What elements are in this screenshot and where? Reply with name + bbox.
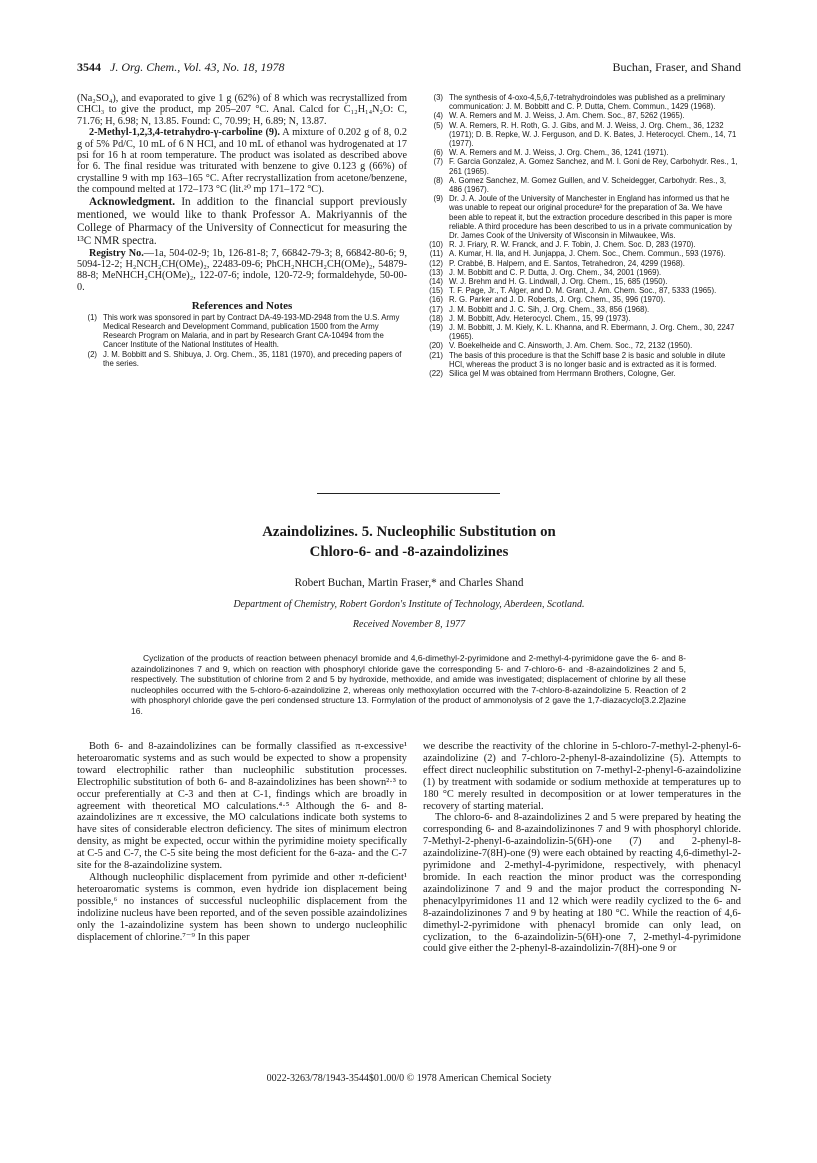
ack-heading: Acknowledgment. [89,195,176,208]
registry-text: —1a, 504-02-9; 1b, 126-81-8; 7, 66842-79-3; 8, 66842-80-6; 9, 5094-12-2; H₂NCH₂CH(OMe)₂, 22483-09-6; PhCH₂NHCH₂CH(OMe)₂, 54879-88-8; MeNHCH₂CH(OMe)₂, 122-07-6; indole, 120-72-9; formaldehyde, 50-00-0. [77,247,408,293]
reference-text: J. M. Bobbitt, Adv. Heterocycl. Chem., 15, 99 (1973). [449,313,631,323]
reference-text: The synthesis of 4-oxo-4,5,6,7-tetrahydroindoles was published as a preliminary communication: J. M. Bobbitt and C. P. Dutta, Chem. Commun., 1429 (1968). [449,93,726,112]
body-para: The chloro-6- and 8-azaindolizines 2 and 5 were prepared by heating the corresponding 6- and 8-azaindolizinones 7 and 9 with phosphoryl chloride. 7-Methyl-2-phenyl-6-azaindolizin-5(6H)-one (7) and 2-phenyl-8-azaindolizine-7(8H)-one (9) were each obtained by reacting 4,6-dimethyl-2-pyrimidone and 2-methyl-4-pyrimidone, respectively, with phenacyl bromide. In each reaction the minor product was the corresponding azaindolizinone 7 and 9 and the major product the corresponding N-phenacylpyrimidones 11 and 12 which were readily cyclized to the 6- and 8-azaindolizinones 7 and 9 by heating at 180 °C. While the reaction of 4,6-dimethyl-2-pyrimidone with phenacyl bromide can only lead, on cyclization, to the 6-azaindolizin-5(6H)-one 7, 2-methyl-4-pyrimidone could give either the 2-phenyl-8-azaindolizin-7(8H)-one 9 or [423,812,741,955]
reference-number: (16) [429,295,443,305]
reference-number: (3) [433,93,443,102]
reference-item [77,350,407,368]
reference-item [423,194,741,240]
body-para: Both 6- and 8-azaindolizines can be formally classified as π-excessive¹ heteroaromatic systems and as such would be expected to show a propensity toward electrophilic rather than nucleophilic substitution processes. Electrophilic substitution of both 6- and 8-azaindolizines has been shown²·³ to occur preferentially at C-3 and then at C-1, findings which are broadly in agreement with theoretical MO calculations.⁴·⁵ Although the 6- and 8-azaindolizines are π excessive, the MO calculations indicate both systems to have sites of considerable electron deficiency. The sites of minimum electron density, as might be expected, occur within the pyrimidine moiety specifically at C-5 and C-7, the C-5 site being the most deficient for the 6-aza- and the C-7 site for the 8-azaindolizine system. [77,741,407,872]
reference-number: (7) [433,157,443,167]
running-authors: Buchan, Fraser, and Shand [612,60,741,74]
reference-text: R. G. Parker and J. D. Roberts, J. Org. Chem., 35, 996 (1970). [449,295,666,305]
copyright-footer: 0022-3263/78/1943-3544$01.00/0 © 1978 American Chemical Society [266,1073,552,1084]
registry-heading: Registry No. [89,247,144,259]
reference-item [423,314,741,323]
reference-item [423,240,741,249]
reference-item [423,305,741,314]
reference-text: P. Crabbé, B. Halpern, and E. Santos, Tetrahedron, 24, 4299 (1968). [449,258,685,268]
reference-number: (1) [87,312,97,322]
registry-numbers [77,248,407,294]
reference-item [423,323,741,341]
reference-item [423,259,741,268]
article-authors: Robert Buchan, Martin Fraser,* and Charles Shand [294,577,524,589]
reference-text: W. A. Remers and M. J. Weiss, J. Am. Chem. Soc., 87, 5262 (1965). [449,111,685,121]
body-right-column [423,741,741,955]
reference-text: A. Kumar, H. Ila, and H. Junjappa, J. Chem. Soc., Chem. Commun., 593 (1976). [449,249,726,259]
compound-procedure: A mixture of 0.202 g of 8, 0.2 g of 5% Pd/C, 10 mL of 6 N HCl, and 10 mL of ethanol was hydrogenated at 17 psi for 16 h at room temperature. The product was isolated as described above for 6. The final residue was triturated with benzene to give 0.123 g (66%) of crystalline 9 with mp 163–165 °C. After recrystallization from acetone/benzene, the compound melted at 172–173 °C (lit.²⁰ mp 171–172 °C). [77,127,407,196]
reference-number: (12) [429,258,443,268]
reference-text: J. M. Bobbitt and S. Shibuya, J. Org. Chem., 35, 1181 (1970), and preceding papers of the series. [103,349,402,368]
reference-number: (15) [429,286,443,296]
reference-item [423,148,741,157]
reference-text: J. M. Bobbitt and J. C. Sih, J. Org. Chem., 33, 856 (1968). [449,304,650,314]
reference-number: (19) [429,323,443,333]
reference-number: (10) [429,240,443,250]
reference-number: (4) [433,111,443,121]
reference-number: (5) [433,120,443,130]
reference-number: (11) [429,249,443,259]
page-number: 3544 [77,60,101,74]
acknowledgment [77,196,407,248]
reference-number: (17) [429,304,443,314]
reference-item [423,157,741,175]
journal-citation: J. Org. Chem., Vol. 43, No. 18, 1978 [110,60,285,74]
top-right-column [423,93,741,378]
reference-text: Dr. J. A. Joule of the University of Manchester in England has informed us that he was unable to repeat our original procedure³ for the preparation of 3a. We have been able to repeat it, but the extraction procedure described in this paper is more reliable. A third procedure has been described to us in a private communication by Dr. James Cook of the University of Wisconsin in Milwaukee, Wis. [449,194,733,241]
reference-number: (9) [433,194,443,204]
reference-item [423,93,741,111]
reference-text: A. Gomez Sanchez, M. Gomez Guillen, and V. Scheidegger, Carbohydr. Res., 3, 486 (1967). [449,175,727,195]
reference-text: Silica gel M was obtained from Herrmann Brothers, Cologne, Ger. [449,369,676,379]
reference-number: (13) [429,267,443,277]
reference-text: This work was sponsored in part by Contract DA-49-193-MD-2948 from the U.S. Army Medical Research and Development Command, publication 1500 from the Army Research Program on Malaria, and in part by Research Grant CA-10494 from the Cancer Institute of the National Institutes of Health. [103,312,400,350]
experimental-para-1: (Na₂SO₄), and evaporated to give 1 g (62%) of 8 which was recrystallized from CHCl₃ to give the product, mp 205–207 °C. Anal. Calcd for C₁₂H₁₄N₂O: C, 71.76; H, 6.98; N, 13.85. Found: C, 70.99; H, 6.89; N, 13.87. [77,93,407,127]
reference-text: The basis of this procedure is that the Schiff base 2 is basic and soluble in dilute HCl, whereas the product 3 is no longer basic and is extracted as it is formed. [449,350,726,369]
reference-item [423,286,741,295]
reference-number: (20) [429,341,443,351]
reference-item [423,249,741,258]
reference-number: (8) [433,175,443,185]
reference-text: W. A. Remers and M. J. Weiss, J. Org. Chem., 36, 1241 (1971). [449,148,669,158]
reference-number: (2) [87,349,97,359]
reference-number: (22) [429,369,443,379]
body-para: we describe the reactivity of the chlorine in 5-chloro-7-methyl-2-phenyl-6-azaindolizine (2) and 7-chloro-2-phenyl-8-azaindolizine (5). Attempts to effect direct nucleophilic substitution on 7-methyl-2-phenyl-6-azaindolizine (1) by treatment with sodamide or sodium methoxide at temperatures up to 180 °C merely resulted in decomposition or at lower temperatures in the recovery of starting material. [423,741,741,812]
running-header [77,60,741,78]
body-left-column [77,741,407,943]
reference-number: (21) [429,350,443,360]
reference-text: W. A. Remers, R. H. Roth, G. J. Gibs, and M. J. Weiss, J. Org. Chem., 36, 1232 (1971); D. B. Repke, W. J. Ferguson, and D. K. Bates, J. Heterocycl. Chem., 14, 71 (1977). [449,120,737,149]
compound-heading: 2-Methyl-1,2,3,4-tetrahydro-γ-carboline (9). [89,127,280,139]
top-left-column [77,93,407,368]
reference-text: F. Garcia Gonzalez, A. Gomez Sanchez, and M. I. Goni de Rey, Carbohydr. Res., 1, 261 (1965). [449,157,738,176]
reference-text: T. F. Page, Jr., T. Alger, and D. M. Grant, J. Am. Chem. Soc., 87, 5333 (1965). [449,286,717,296]
reference-item [77,313,407,350]
reference-text: J. M. Bobbitt and C. P. Dutta, J. Org. Chem., 34, 2001 (1969). [449,267,662,277]
reference-item [423,277,741,286]
references-heading: References and Notes [191,300,293,313]
abstract: Cyclization of the products of reaction between phenacyl bromide and 4,6-dimethyl-2-pyrimidone and 2-methyl-4-pyrimidone gave the 6- and 8-azaindolizinones 7 and 9, which on reaction with phosphoryl chloride gave the corresponding 5- and 7-chloro-6- and -8-azaindolizines 2 and 5, respectively. The substitution of chlorine from 2 and 5 by hydroxide, methoxide, and amide was investigated; displacement of chlorine by all these nucleophiles occurred with the 5-chloro-6-azaindolizine 2, whereas only methoxylation occurred with the 7-chloro-8-azaindolizine 5. Reaction of 2 with phosphoryl chloride gave the peri condensed structure 13. Formylation of the product of ammonolysis of 2 gave the 1,7-diazacyclo[3.2.2]azine 16. [131,653,686,716]
affiliation: Department of Chemistry, Robert Gordon's Institute of Technology, Aberdeen, Scotland. [233,599,585,610]
experimental-para-2 [77,127,407,195]
reference-item [423,351,741,369]
article-title-line-2: Chloro-6- and -8-azaindolizines [309,544,509,560]
reference-number: (14) [429,277,443,287]
reference-text: V. Boekelheide and C. Ainsworth, J. Am. Chem. Soc., 72, 2132 (1950). [449,341,693,351]
body-para: Although nucleophilic displacement from pyrimide and other π-deficient¹ heteroaromatic systems is common, even hydride ion displacement being possible,⁶ no instances of successful nucleophilic displacement from the indolizine nucleus have been reported, and of the seven possible azaindolizines only the 1-azaindolizine system has been shown to undergo nucleophilic displacement of chlorine.⁷⁻⁹ In this paper [77,871,407,943]
reference-item [423,176,741,194]
article-title-line-1: Azaindolizines. 5. Nucleophilic Substitution on [262,524,556,540]
article-title [77,522,741,562]
reference-number: (18) [429,313,443,323]
references-list-right [423,93,741,378]
reference-number: (6) [433,148,443,158]
received-date: Received November 8, 1977 [352,619,466,630]
reference-item [423,121,741,149]
reference-item [423,111,741,120]
reference-item [423,268,741,277]
references-list-left [77,313,407,368]
ack-text: In addition to the financial support previously mentioned, we would like to thank Professor A. Makriyannis of the College of Pharmacy of the University of Connecticut for measuring the ¹³C NMR spectra. [77,195,407,247]
section-divider [317,493,500,494]
reference-item [423,341,741,350]
reference-item [423,369,741,378]
header-left [77,60,285,75]
reference-item [423,295,741,304]
reference-text: R. J. Friary, R. W. Franck, and J. F. Tobin, J. Chem. Soc. D, 283 (1970). [449,240,696,250]
reference-text: W. J. Brehm and H. G. Lindwall, J. Org. Chem., 15, 685 (1950). [449,277,668,287]
reference-text: J. M. Bobbitt, J. M. Kiely, K. L. Khanna, and R. Ebermann, J. Org. Chem., 30, 2247 (1965). [449,323,735,342]
